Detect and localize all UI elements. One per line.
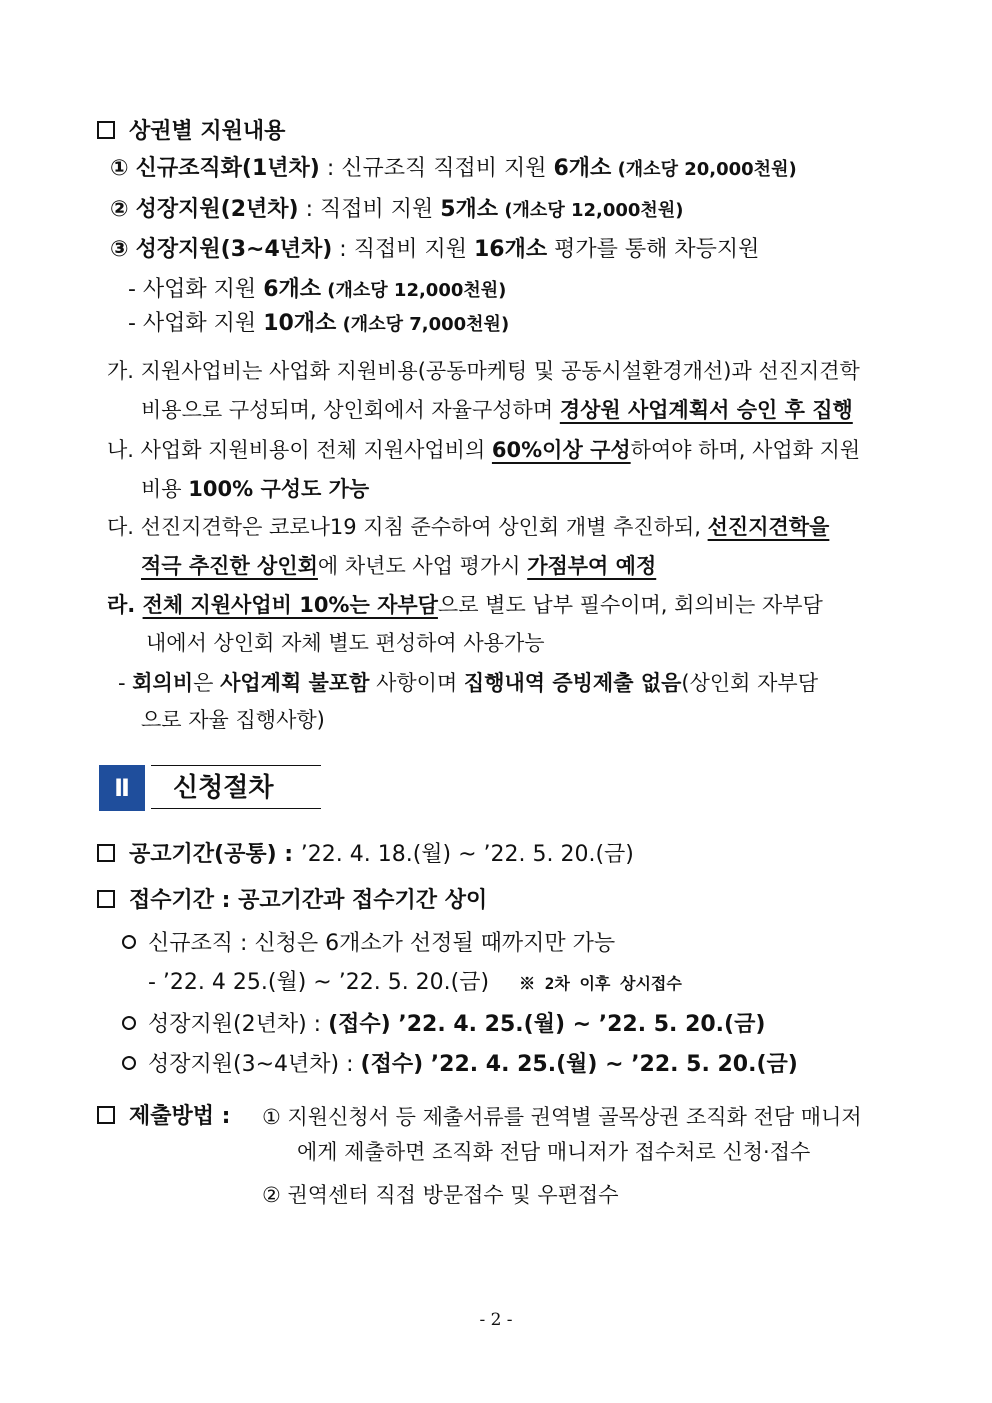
- checkbox-square-icon: [97, 890, 115, 908]
- paragraph-ra-dash: - 회의비은 사업계획 불포함 사항이며 집행내역 증빙제출 없음(상인회 자부담: [118, 671, 818, 695]
- paragraph-ga-line2: 비용으로 구성되며, 상인회에서 자율구성하며 경상원 사업계획서 승인 후 집행: [141, 398, 853, 422]
- circle-bullet-icon: [122, 1016, 136, 1030]
- support-item-2: ② 성장지원(2년차) : 직접비 지원 5개소 (개소당 12,000천원): [110, 197, 684, 222]
- paragraph-ra-line2: 내에서 상인회 자체 별도 편성하여 사용가능: [146, 631, 545, 655]
- paragraph-da-line1: 다. 선진지견학은 코로나19 지침 준수하여 상인회 개별 추진하되, 선진지견학을: [107, 515, 830, 539]
- paragraph-ra-dash-line2: 으로 자율 집행사항): [141, 708, 325, 732]
- sub-item-1: - 사업화 지원 6개소 (개소당 12,000천원): [128, 277, 507, 302]
- receipt-period: 접수기간 : 공고기간과 접수기간 상이: [97, 886, 487, 916]
- receipt-growth-2yr: 성장지원(2년차) : (접수) ’22. 4. 25.(월) ~ ’22. 5. 20.(금): [122, 1010, 765, 1040]
- section-number-badge: Ⅱ: [99, 765, 145, 811]
- checkbox-square-icon: [97, 1106, 115, 1124]
- paragraph-na-line2: 비용 100% 구성도 가능: [141, 477, 370, 501]
- paragraph-na-line1: 나. 사업화 지원비용이 전체 지원사업비의 60%이상 구성하여야 하며, 사업화 지원: [107, 438, 861, 462]
- submit-method-label: 제출방법 :: [97, 1102, 230, 1132]
- support-item-1: ① 신규조직화(1년차) : 신규조직 직접비 지원 6개소 (개소당 20,000천원): [110, 156, 797, 181]
- paragraph-da-line2: 적극 추진한 상인회에 차년도 사업 평가시 가점부여 예정: [141, 554, 657, 578]
- page-number: - 2 -: [479, 1310, 513, 1330]
- announce-period: 공고기간(공통) : ’22. 4. 18.(월) ~ ’22. 5. 20.(금): [97, 840, 634, 870]
- section-heading: 상권별 지원내용: [97, 117, 285, 147]
- sub-item-2: - 사업화 지원 10개소 (개소당 7,000천원): [128, 311, 510, 336]
- submit-method-1-line1: ① 지원신청서 등 제출서류를 권역별 골목상권 조직화 전담 매니저: [262, 1105, 862, 1129]
- receipt-new-org: 신규조직 : 신청은 6개소가 선정될 때까지만 가능: [122, 929, 615, 959]
- support-item-3: ③ 성장지원(3~4년차) : 직접비 지원 16개소 평가를 통해 차등지원: [110, 237, 760, 262]
- receipt-growth-3-4yr: 성장지원(3~4년차) : (접수) ’22. 4. 25.(월) ~ ’22. 5. 20.(금): [122, 1050, 798, 1080]
- paragraph-ga-line1: 가. 지원사업비는 사업화 지원비용(공동마케팅 및 공동시설환경개선)과 선진지견학: [107, 359, 860, 383]
- circle-bullet-icon: [122, 935, 136, 949]
- submit-method-1-line2: 에게 제출하면 조직화 전담 매니저가 접수처로 신청·접수: [297, 1140, 811, 1164]
- receipt-new-org-period: - ’22. 4 25.(월) ~ ’22. 5. 20.(금) ※ 2차 이후 상시접수: [148, 970, 682, 995]
- paragraph-ra-line1: 라. 전체 지원사업비 10%는 자부담으로 별도 납부 필수이며, 회의비는 자부담: [107, 593, 823, 617]
- submit-method-2: ② 권역센터 직접 방문접수 및 우편접수: [262, 1183, 619, 1207]
- checkbox-square-icon: [97, 121, 115, 139]
- section-title: 신청절차: [151, 765, 321, 809]
- circle-bullet-icon: [122, 1056, 136, 1070]
- checkbox-square-icon: [97, 844, 115, 862]
